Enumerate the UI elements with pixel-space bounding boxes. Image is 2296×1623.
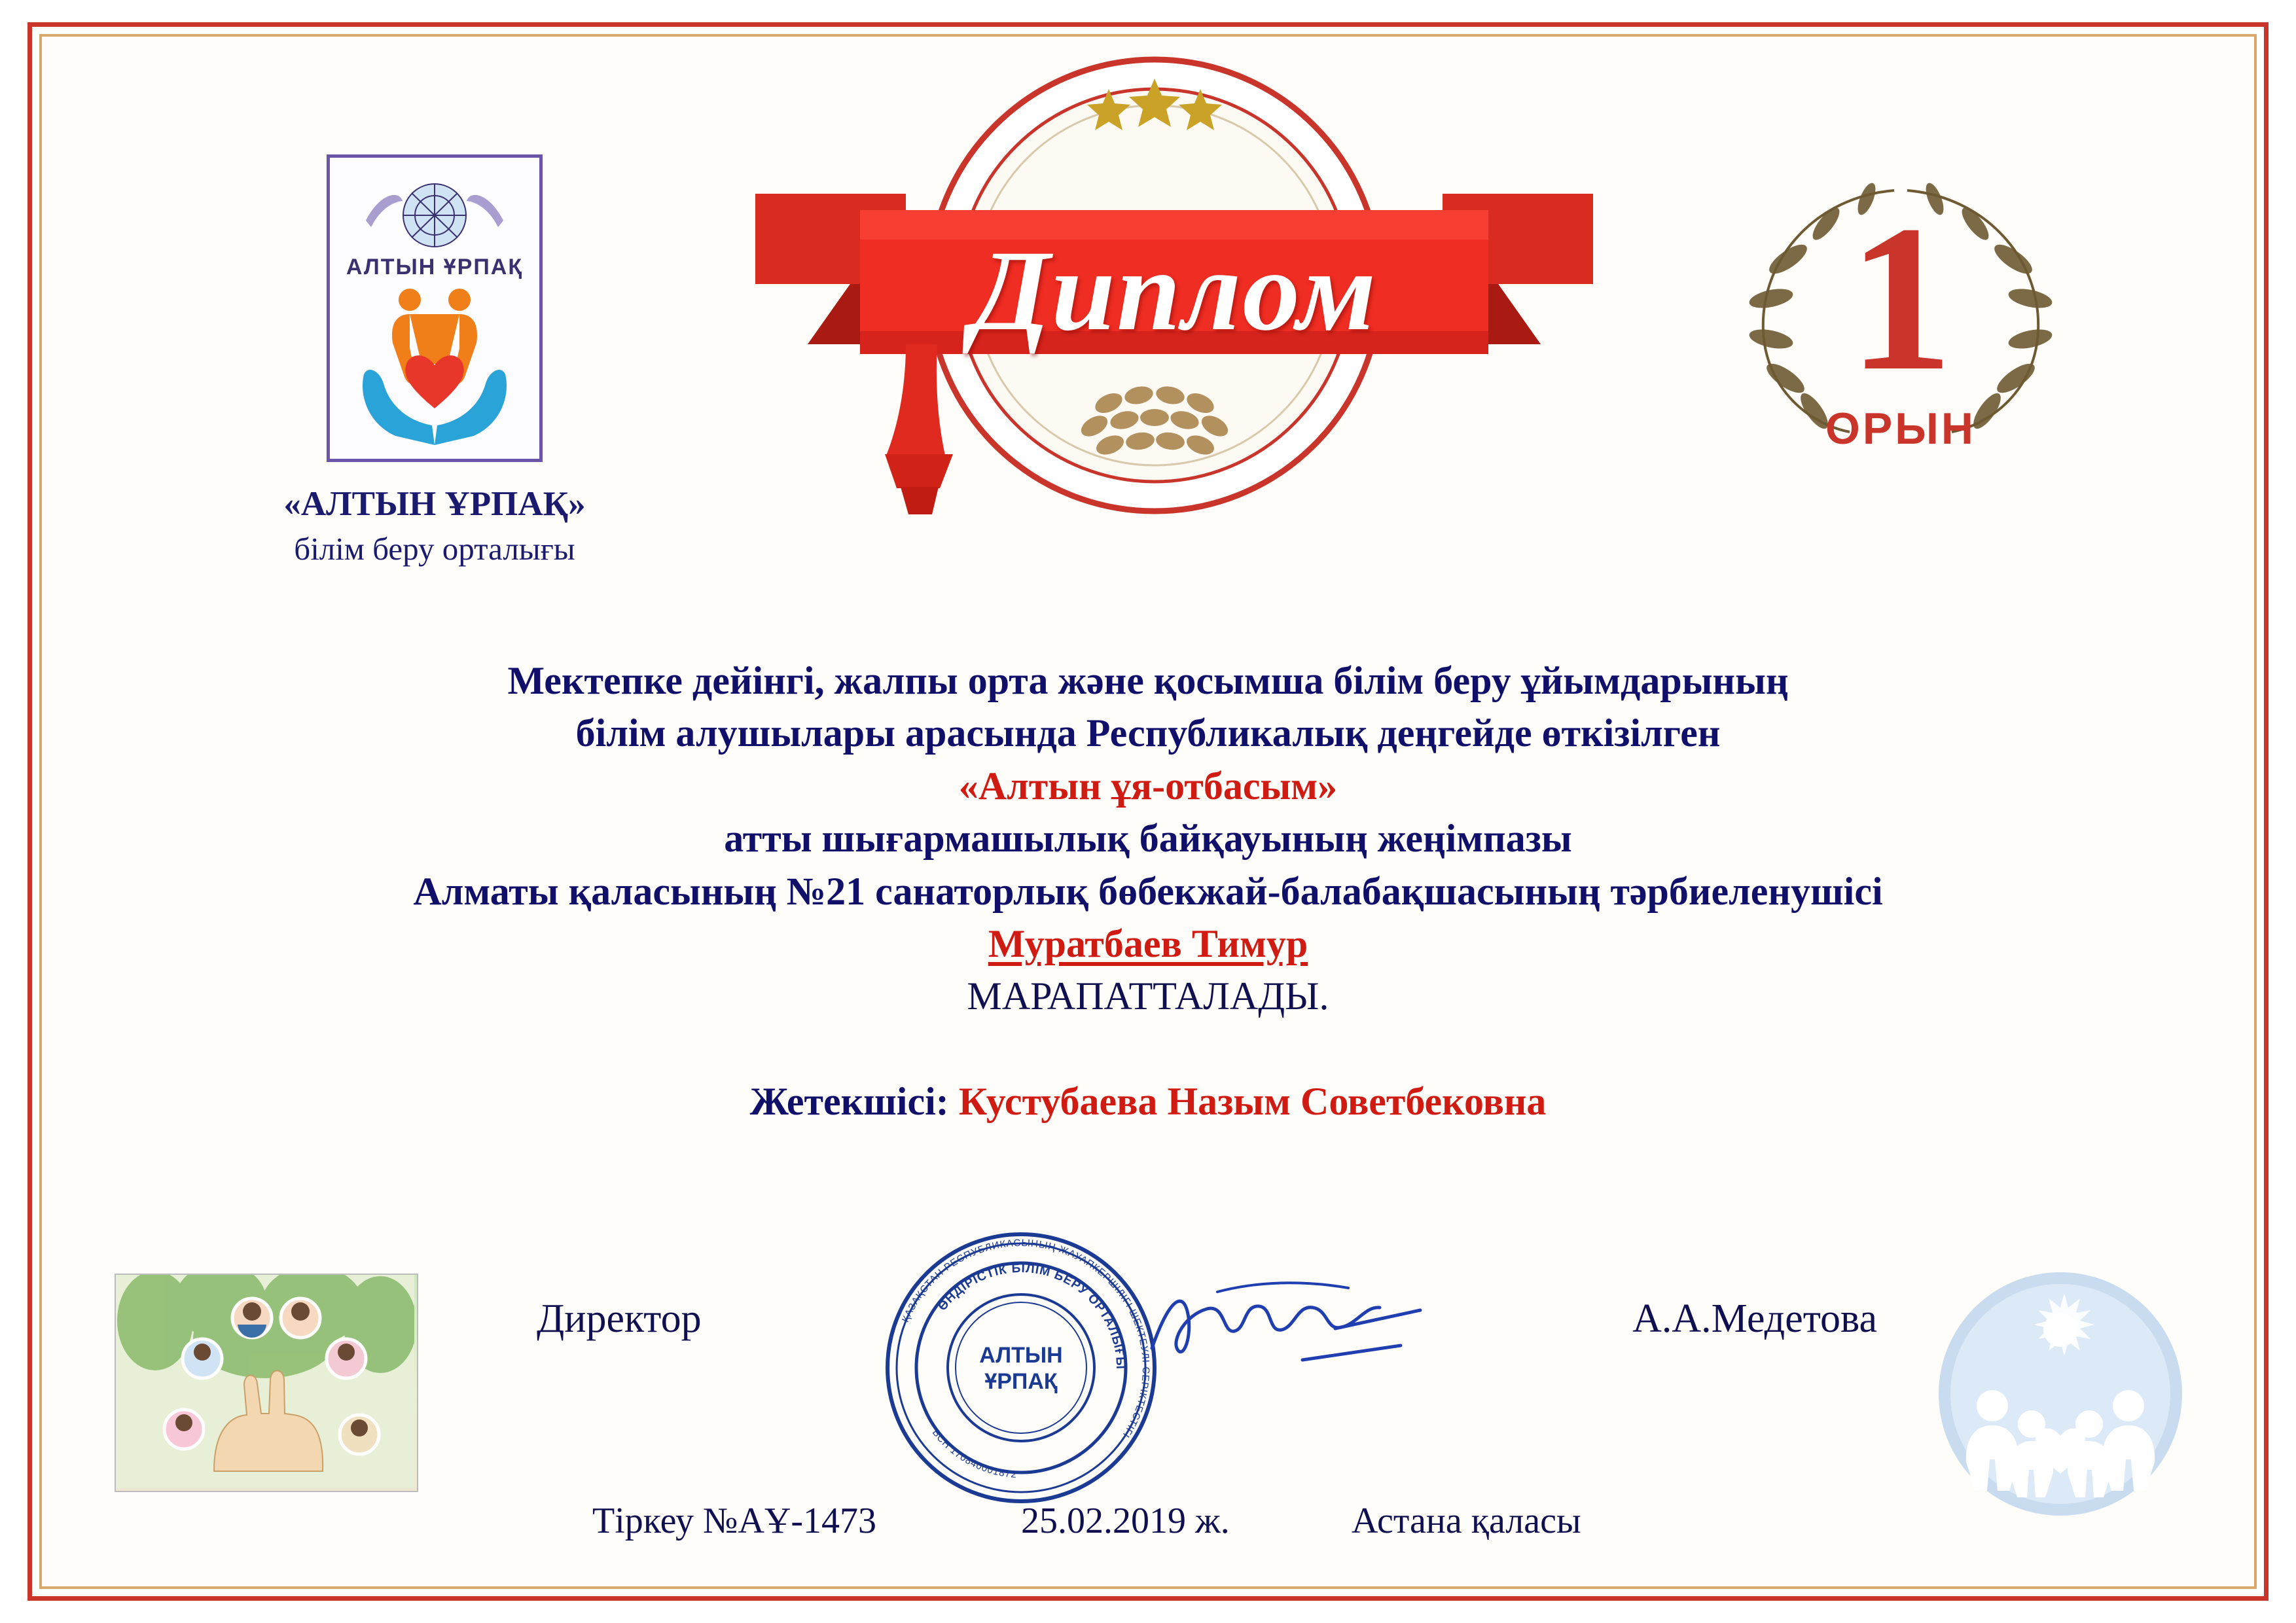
issue-date: 25.02.2019 ж.: [1021, 1501, 1230, 1541]
body-text: [131, 654, 2165, 1124]
stamp-bin-text: БСН 170840001872: [929, 1427, 1018, 1480]
teacher-label: Жетекшісі:: [749, 1079, 949, 1123]
recipient-name: Муратбаев Тимур: [988, 921, 1308, 965]
body-line-4: атты шығармашылық байқауының жеңімпазы: [724, 817, 1572, 861]
diploma-title: Диплом: [971, 227, 1378, 355]
ribbon-banner: [709, 148, 1639, 541]
body-line-1: Мектепке дейінгі, жалпы орта және қосымша білім беру ұйымдарының: [507, 659, 1789, 702]
organization-logo-block: [251, 154, 618, 567]
body-line-contest-name: «Алтын ұя-отбасым»: [958, 764, 1338, 808]
director-name: А.А.Медетова: [1632, 1296, 1877, 1341]
stamp-center-line2: ҰРПАҚ: [984, 1369, 1058, 1394]
body-line-5: Алматы қаласының №21 санаторлық бөбекжай-балабақшасының тәрбиеленушісі: [413, 869, 1883, 913]
family-circle-emblem-icon: [1936, 1270, 2185, 1518]
teacher-row: [131, 1079, 2165, 1124]
stamp-center-line1: АЛТЫН: [979, 1343, 1063, 1368]
director-label: Директор: [537, 1296, 702, 1341]
place-number: 1: [1848, 183, 1953, 414]
two-people-heart-hands-icon: [350, 285, 520, 452]
stamp-mid-text: ӨНДІРІСТІК БІЛІМ БЕРУ ОРТАЛЫҒЫ: [935, 1261, 1128, 1370]
svg-text:БСН 170840001872: [930, 1427, 1017, 1480]
logo-wordmark: АЛТЫН ҰРПАҚ: [346, 255, 524, 279]
header-area: [42, 37, 2254, 626]
network-globe-icon: [359, 175, 510, 263]
body-line-2: білім алушылары арасында Республикалық деңгейде өткізілген: [575, 711, 1721, 755]
official-round-stamp-icon: [870, 1217, 1172, 1518]
teacher-name: Кустубаева Назым Советбековна: [958, 1079, 1547, 1123]
handwritten-signature: [1139, 1250, 1440, 1420]
stamp-outer-text: ҚАЗАҚСТАН РЕСПУБЛИКАСЫНЫҢ ЖАУАПКЕРШІЛІГІ ШЕКТЕУЛІ СЕРІКТЕСТІГІ: [900, 1237, 1152, 1440]
family-tree-photo: [115, 1274, 418, 1492]
logo-caption-primary: «АЛТЫН ҰРПАҚ»: [283, 485, 586, 523]
place-label: ОРЫН: [1825, 404, 1976, 454]
issue-city: Астана қаласы: [1352, 1501, 1581, 1541]
logo-card: [327, 154, 543, 462]
award-verb: МАРАПАТТАЛАДЫ.: [967, 974, 1329, 1018]
logo-caption-secondary: білім беру орталығы: [294, 531, 575, 567]
registration-number: Тіркеу №АҰ-1473: [592, 1501, 876, 1541]
